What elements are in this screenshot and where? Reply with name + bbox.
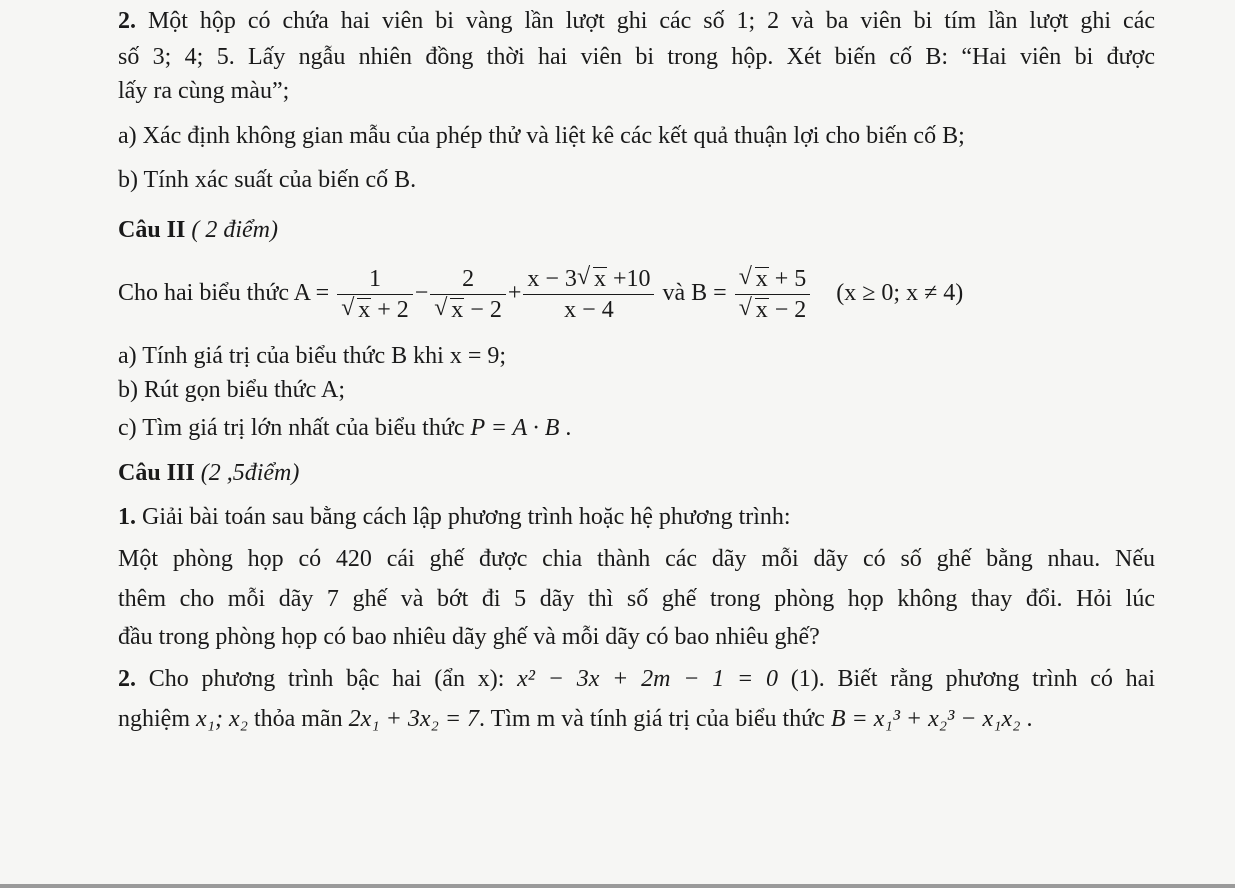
cau2-intro: Cho hai biểu thức [118,280,294,306]
cau2-part-c-math: P = A · B [470,415,560,441]
cau3-title: Câu III [118,460,195,486]
fraction-3 [523,264,654,325]
fraction-2-numerator: 2 [430,264,506,295]
cau3-part2-line1: 2. Cho phương trình bậc hai (ẩn x): x² − 3x + 2m − 1 = 0 (1). Biết rằng phương trình có hai [118,666,1156,692]
cau2-part-a-math: x = 9; [449,343,507,369]
cau3-part2-number: 2. [118,666,136,692]
problem2-text-1: Một hộp có chứa hai viên bi vàng lần lượt ghi các số 1; 2 và ba viên bi tím lần lượt ghi các [136,8,1155,34]
cau2-part-b: b) Rút gọn biểu thức A; [118,377,345,403]
cau2-part-c: c) Tìm giá trị lớn nhất của biểu thức P = A · B . [118,415,572,441]
problem2-line2: số 3; 4; 5. Lấy ngẫu nhiên đồng thời hai viên bi trong hộp. Xét biến cố B: “Hai viên bi được [118,44,1155,70]
sqrt-symbol: √ x [341,295,371,325]
cau2-part-a: a) Tính giá trị của biểu thức B khi x = 9; [118,343,507,369]
fraction-4 [735,264,811,325]
fraction-1-denominator: √ x + 2 [337,295,413,325]
problem2-line1 [118,6,1155,36]
cau2-expression-line [118,258,1155,328]
cau3-heading [118,458,1155,488]
cau3-points: (2 ,5điểm) [194,460,300,486]
roots-x1-x2: x₁; x₂ [196,706,248,732]
cau2-title: Câu II [118,217,186,243]
fraction-3-denominator: x − 4 [564,296,614,323]
sqrt-symbol: √ x [739,295,769,325]
fraction-2-denominator: √ x − 2 [430,295,506,325]
expression-B: B = x₁³ + x₂³ − x₁x₂ [830,706,1021,732]
cau3-part1-heading: 1. Giải bài toán sau bằng cách lập phương trình hoặc hệ phương trình: [118,504,791,530]
sqrt-symbol: √ x [577,264,607,294]
operator-minus: − [414,280,429,306]
cau3-part2-line2: nghiệm x₁; x₂ thỏa mãn 2x₁ + 3x₂ = 7. Tìm m và tính giá trị của biểu thức B = x₁³ + x₂³ − x₁x₂ . [118,706,1033,732]
fraction-1-numerator: 1 [337,264,413,295]
fraction-2 [430,264,506,325]
fraction-4-numerator: √ x + 5 [735,264,811,295]
sqrt-symbol: √ x [739,264,769,294]
domain-condition: (x ≥ 0; x ≠ 4) [836,280,964,306]
cau3-part1-line2: thêm cho mỗi dãy 7 ghế và bớt đi 5 dãy thì số ghế trong phòng họp không thay đổi. Hỏi lúc [118,586,1155,612]
problem2-part-b: b) Tính xác suất của biến cố B. [118,167,417,193]
cau2-heading [118,215,1155,245]
cau3-part1-number: 1. [118,504,136,530]
fraction-1 [337,264,413,325]
cau3-part1-line3: đầu trong phòng họp có bao nhiêu dãy ghế và mỗi dãy có bao nhiêu ghế? [118,624,820,650]
problem2-line3: lấy ra cùng màu”; [118,78,290,104]
expr-A-label: A = [293,280,330,306]
fraction-4-denominator: √ x − 2 [735,295,811,325]
cau2-points: ( 2 điểm) [185,217,278,243]
sqrt-symbol: √ x [434,295,464,325]
roots-condition: 2x₁ + 3x₂ = 7 [348,706,480,732]
conjunction-va: và [662,280,692,306]
problem2-number: 2. [118,8,136,34]
cau3-part1-line1: Một phòng họp có 420 cái ghế được chia thành các dãy mỗi dãy có số ghế bằng nhau. Nếu [118,546,1155,572]
operator-plus: + [507,280,522,306]
page-bottom-edge [0,884,1235,888]
quadratic-equation: x² − 3x + 2m − 1 = 0 [517,666,778,692]
expr-B-label: B = [691,280,727,306]
fraction-3-numerator: x − 3√ x +10 [523,264,654,295]
problem2-part-a: a) Xác định không gian mẫu của phép thử và liệt kê các kết quả thuận lợi cho biến cố B; [118,123,965,149]
